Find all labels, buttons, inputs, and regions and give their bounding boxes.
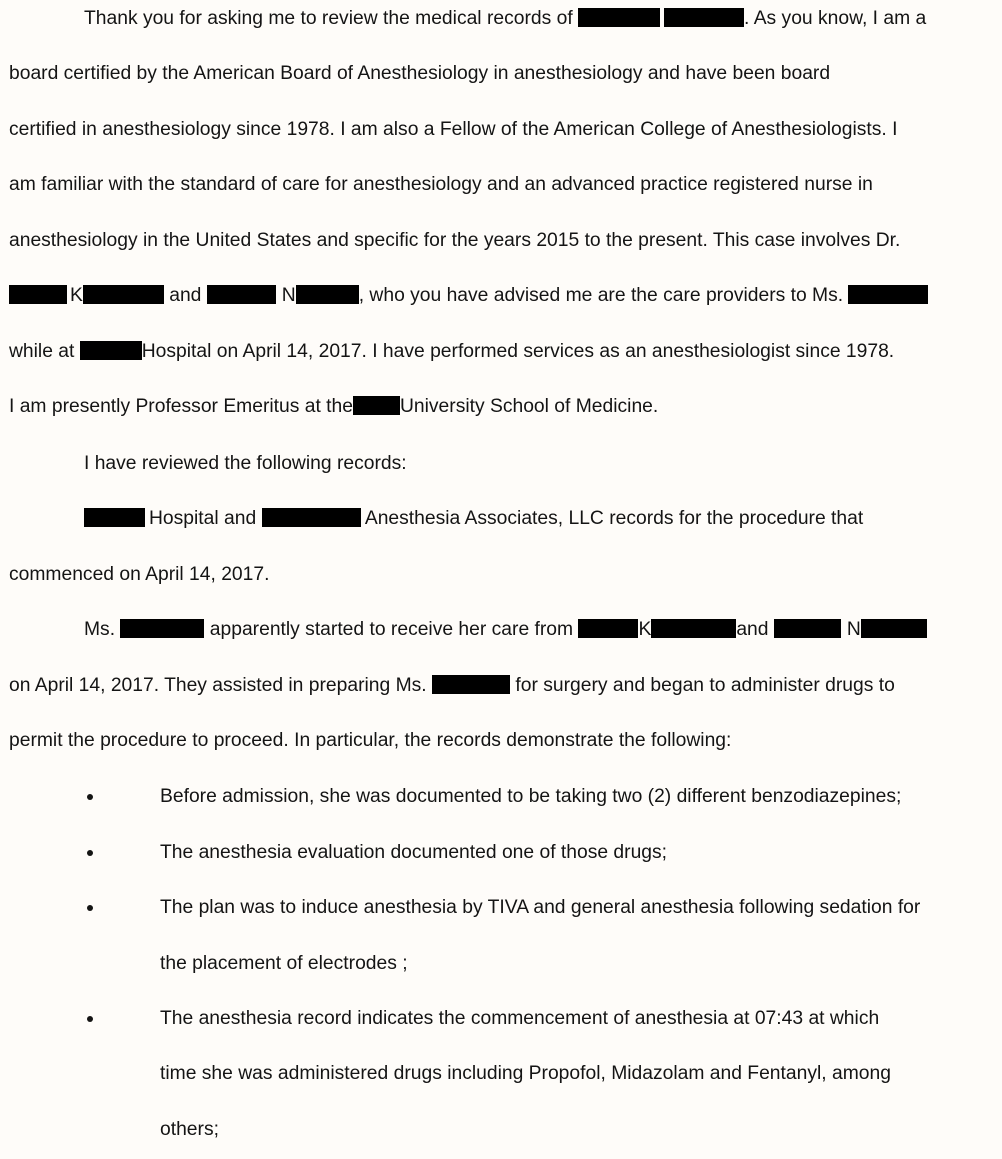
redaction-bar (774, 619, 841, 638)
bullet-dot (87, 1016, 93, 1022)
para3-line1 (84, 508, 863, 530)
para3-line2: commenced on April 14, 2017. (9, 564, 270, 585)
redaction-bar (353, 396, 400, 415)
redaction-bar (83, 285, 164, 304)
bullet-2-line1: The anesthesia evaluation documented one of those drugs; (160, 842, 668, 863)
text-segment: for surgery and began to administer drugs to (515, 675, 895, 696)
bullet-4-line2: time she was administered drugs including Propofol, Midazolam and Fentanyl, among (160, 1063, 891, 1084)
bullet-1-line1: Before admission, she was documented to be taking two (2) different benzodiazepines; (160, 786, 902, 807)
redaction-bar (848, 285, 928, 304)
text-segment: , who you have advised me are the care providers to Ms. (358, 285, 844, 306)
text-segment: N (281, 285, 296, 306)
para1-line8 (9, 396, 658, 418)
bullet-dot (87, 905, 93, 911)
redaction-bar (296, 285, 359, 304)
text-segment: K (638, 619, 652, 640)
text-segment: I am presently Professor Emeritus at the (9, 396, 353, 417)
text-segment: while at (9, 341, 75, 362)
para1-line6 (9, 285, 928, 307)
text-segment: on April 14, 2017. They assisted in preparing Ms. (9, 675, 427, 696)
text-segment: N (846, 619, 861, 640)
para1-line3: certified in anesthesiology since 1978. I am also a Fellow of the American College of Anesthesiologists. I (9, 119, 898, 140)
bullet-3-line2: the placement of electrodes ; (160, 953, 408, 974)
bullet-3-line1: The plan was to induce anesthesia by TIVA and general anesthesia following sedation for (160, 897, 921, 918)
para1-line2: board certified by the American Board of Anesthesiology in anesthesiology and have been board (9, 63, 831, 84)
para1-line5: anesthesiology in the United States and specific for the years 2015 to the present. This case involves Dr. (9, 230, 901, 251)
redaction-bar (861, 619, 927, 638)
redaction-bar (9, 285, 67, 304)
text-segment: Hospital and (149, 508, 257, 529)
text-segment: Anesthesia Associates, LLC records for the procedure that (364, 508, 864, 529)
redaction-bar (578, 8, 660, 27)
bullet-4-line1: The anesthesia record indicates the commencement of anesthesia at 07:43 at which (160, 1008, 880, 1029)
text-segment: Hospital on April 14, 2017. I have performed services as an anesthesiologist since 1978. (141, 341, 895, 362)
para1-line1 (84, 8, 926, 30)
bullet-4-line3: others; (160, 1119, 219, 1140)
text-segment: Thank you for asking me to review the medical records of (84, 8, 573, 29)
redaction-bar (80, 341, 142, 360)
para4-line2 (9, 675, 895, 697)
para1-line7 (9, 341, 894, 363)
text-segment: University School of Medicine. (399, 396, 659, 417)
text-segment: and (169, 285, 202, 306)
text-segment: . As you know, I am a (744, 8, 927, 29)
bullet-dot (87, 850, 93, 856)
redaction-bar (84, 508, 145, 527)
para4-line1 (84, 619, 927, 641)
bullet-dot (87, 794, 93, 800)
redaction-bar (664, 8, 744, 27)
redaction-bar (120, 619, 204, 638)
para4-line3: permit the procedure to proceed. In particular, the records demonstrate the following: (9, 730, 732, 751)
redaction-bar (432, 675, 510, 694)
para2-line1: I have reviewed the following records: (84, 453, 407, 474)
text-segment: and (736, 619, 769, 640)
text-segment: Ms. (84, 619, 116, 640)
text-segment: K (70, 285, 83, 306)
redaction-bar (262, 508, 361, 527)
redaction-bar (207, 285, 276, 304)
para1-line4: am familiar with the standard of care for anesthesiology and an advanced practice registered nurse in (9, 174, 873, 195)
text-segment: apparently started to receive her care from (209, 619, 574, 640)
redaction-bar (578, 619, 638, 638)
redaction-bar (651, 619, 736, 638)
